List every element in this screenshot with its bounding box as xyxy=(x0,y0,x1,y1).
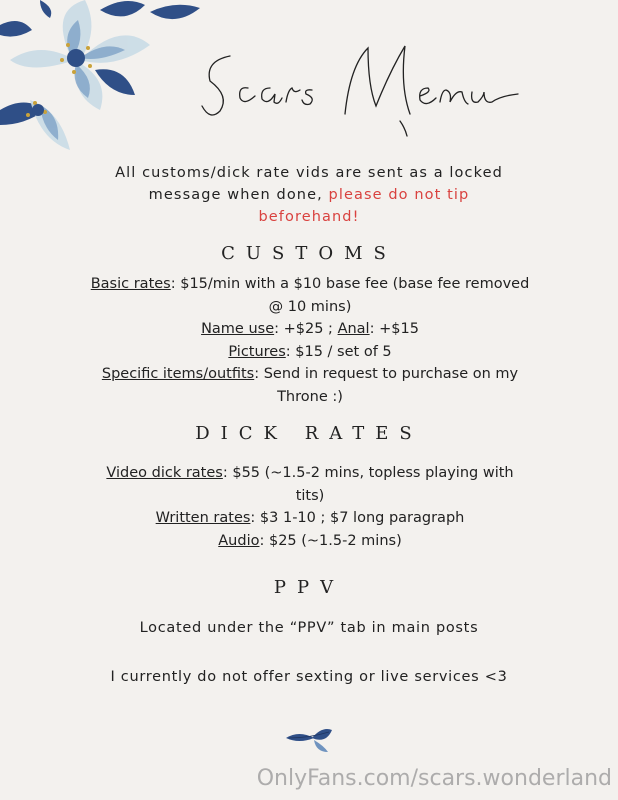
watermark: OnlyFans.com/scars.wonderland xyxy=(256,766,612,791)
services-note: I currently do not offer sexting or live services <3 xyxy=(110,669,508,685)
video-rates-label: Video dick rates xyxy=(106,465,223,481)
basic-rates-label: Basic rates xyxy=(90,276,171,292)
ppv-text: Located under the “PPV” tab in main posts xyxy=(139,620,479,636)
written-rates-label: Written rates xyxy=(155,510,251,526)
written-rates-line xyxy=(90,507,530,530)
video-rates-line xyxy=(90,462,530,507)
basic-rates-line xyxy=(90,273,530,318)
written-rates-text: : $3 1-10 ; $7 long paragraph xyxy=(250,510,465,526)
intro-body: All customs/dick rate vids are sent as a locked message when done, xyxy=(115,165,503,203)
anal-text: : +$15 xyxy=(369,321,419,337)
specific-items-line xyxy=(90,363,530,408)
specific-items-label: Specific items/outfits xyxy=(101,366,255,382)
name-use-label: Name use xyxy=(201,321,275,337)
audio-line xyxy=(90,530,530,553)
leaf-sprig-decoration xyxy=(284,724,334,754)
title-script-art xyxy=(200,36,530,146)
audio-text: : $25 (~1.5-2 mins) xyxy=(259,532,402,549)
floral-decoration xyxy=(0,0,210,160)
anal-label: Anal xyxy=(337,321,370,337)
intro-warning: please do not tip beforehand! xyxy=(258,187,470,225)
dick-rates-details xyxy=(90,462,530,552)
audio-label: Audio xyxy=(218,532,260,549)
customs-details xyxy=(90,273,530,408)
ppv-heading: PPV xyxy=(273,577,345,598)
pictures-line xyxy=(90,341,530,364)
dick-rates-heading: DICK RATES xyxy=(195,423,423,444)
video-rates-text: : $55 (~1.5-2 mins, topless playing with tits) xyxy=(222,465,514,504)
name-use-text: : +$25 ; xyxy=(274,321,338,337)
intro-text xyxy=(100,162,518,228)
name-anal-line xyxy=(90,318,530,341)
pictures-text: : $15 / set of 5 xyxy=(285,343,392,360)
menu-title xyxy=(200,36,530,146)
pictures-label: Pictures xyxy=(228,343,286,360)
specific-items-text: : Send in request to purchase on my Throne :) xyxy=(254,366,519,405)
customs-heading: CUSTOMS xyxy=(221,243,397,264)
basic-rates-text: : $15/min with a $10 base fee (base fee removed @ 10 mins) xyxy=(170,276,530,315)
